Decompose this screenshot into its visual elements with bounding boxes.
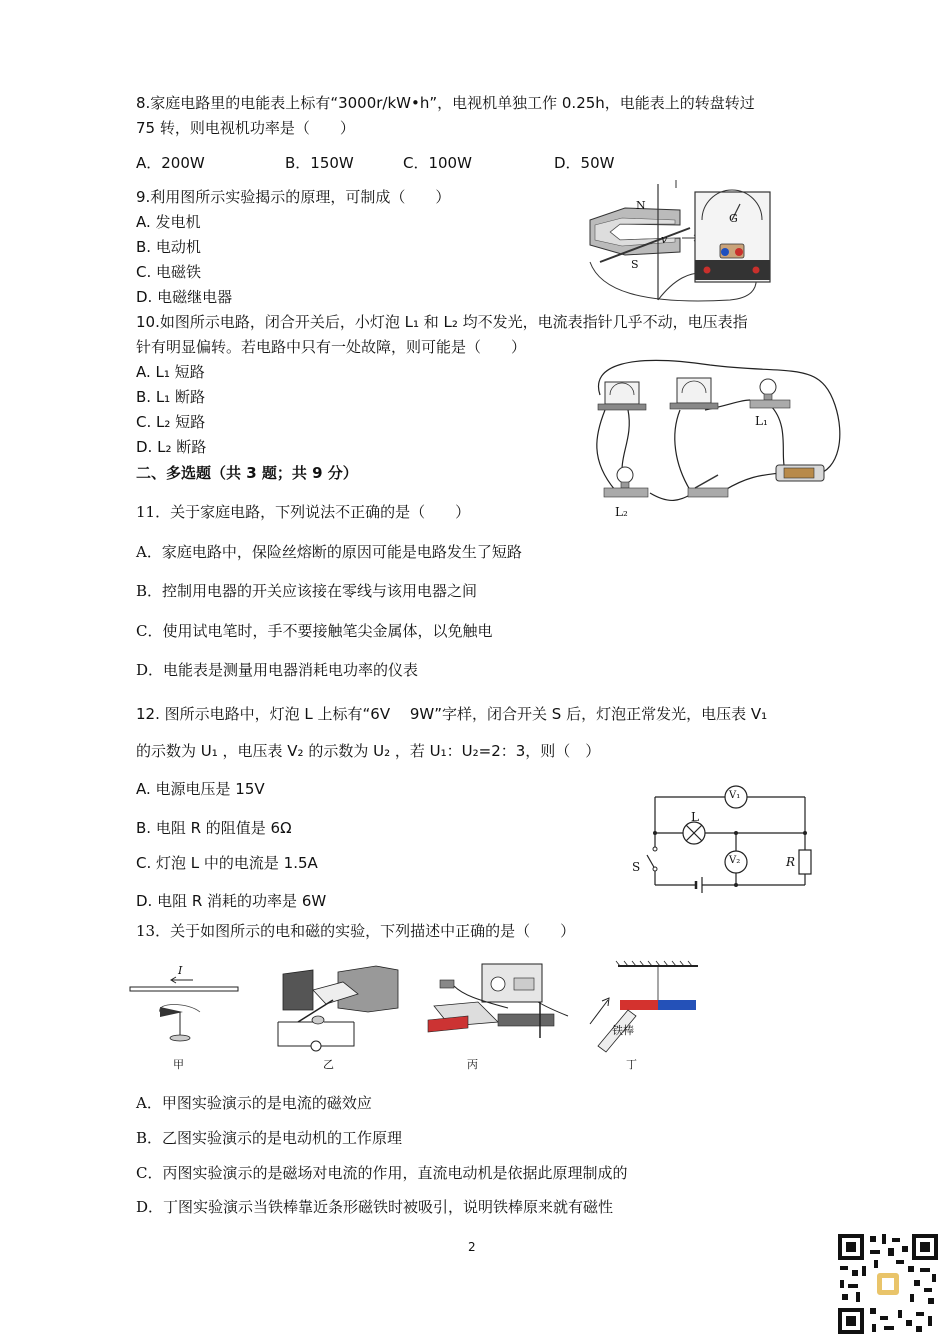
q12-label-v1: V₁ (729, 790, 741, 801)
q9-option-b: B. 电动机 (136, 238, 201, 256)
q13-option-d: D．丁图实验演示当铁棒靠近条形磁铁时被吸引，说明铁棒原来就有磁性 (136, 1198, 614, 1216)
qr-code-icon (836, 1232, 940, 1336)
q9-figure (580, 180, 780, 305)
q8-stem-line2: 75 转，则电视机功率是（ ） (136, 119, 355, 137)
q8-stem-line1: 8.家庭电路里的电能表上标有“3000r/kW•h”，电视机单独工作 0.25h，电能表上的转盘转过 (136, 94, 755, 112)
q10-option-c: C. L₂ 短路 (136, 413, 206, 431)
q9-label-s: S (631, 258, 639, 271)
q9-option-c: C. 电磁铁 (136, 263, 202, 281)
q10-stem-line2: 针有明显偏转。若电路中只有一处故障，则可能是（ ） (136, 338, 527, 356)
q10-label-l2: L₂ (615, 505, 628, 519)
q9-label-g: G (729, 212, 738, 225)
q13-figures (128, 960, 708, 1055)
q8-option-b: B．150W (285, 154, 354, 172)
q12-label-s: S (632, 860, 641, 874)
q12-option-a: A. 电源电压是 15V (136, 780, 265, 798)
q10-option-b: B. L₁ 断路 (136, 388, 205, 406)
q13-figure-label-ding: 丁 (626, 1058, 637, 1071)
q10-figure (590, 355, 850, 525)
q11-stem: 11．关于家庭电路，下列说法不正确的是（ ） (136, 503, 471, 521)
q13-label-iron: 铁棒 (612, 1024, 634, 1037)
q12-option-c: C. 灯泡 L 中的电流是 1.5A (136, 854, 318, 872)
q13-figure-label-jia: 甲 (173, 1058, 184, 1071)
section-heading-multi-choice: 二、多选题（共 3 题；共 9 分） (136, 464, 358, 482)
q13-figure-label-yi: 乙 (323, 1058, 334, 1071)
q8-option-a: A．200W (136, 154, 205, 172)
q13-option-a: A．甲图实验演示的是电流的磁效应 (136, 1094, 372, 1112)
q12-option-b: B. 电阻 R 的阻值是 6Ω (136, 819, 292, 837)
q13-option-b: B．乙图实验演示的是电动机的工作原理 (136, 1129, 403, 1147)
q10-stem-line1: 10.如图所示电路，闭合开关后，小灯泡 L₁ 和 L₂ 均不发光，电流表指针几乎不动，电压表指 (136, 313, 748, 331)
page-number: 2 (468, 1240, 476, 1254)
q10-label-l1: L₁ (755, 414, 768, 428)
q13-stem: 13．关于如图所示的电和磁的实验，下列描述中正确的是（ ） (136, 922, 576, 940)
q12-figure (640, 785, 820, 905)
q9-option-d: D. 电磁继电器 (136, 288, 233, 306)
q9-label-n: N (636, 199, 646, 212)
q9-stem: 9.利用图所示实验揭示的原理，可制成（ ） (136, 188, 451, 206)
q13-label-current: I (178, 964, 183, 977)
q13-option-c: C．丙图实验演示的是磁场对电流的作用，直流电动机是依据此原理制成的 (136, 1164, 628, 1182)
q11-option-b: B．控制用电器的开关应该接在零线与该用电器之间 (136, 582, 478, 600)
q9-label-v: v (661, 233, 668, 246)
q8-option-d: D．50W (554, 154, 615, 172)
q11-option-d: D．电能表是测量用电器消耗电功率的仪表 (136, 661, 419, 679)
q10-option-d: D. L₂ 断路 (136, 438, 207, 456)
q12-stem-line2: 的示数为 U₁ ，电压表 V₂ 的示数为 U₂ ，若 U₁：U₂=2：3，则（ ） (136, 742, 601, 760)
q9-option-a: A. 发电机 (136, 213, 201, 231)
q11-option-a: A．家庭电路中，保险丝熔断的原因可能是电路发生了短路 (136, 543, 522, 561)
q11-option-c: C．使用试电笔时，手不要接触笔尖金属体，以免触电 (136, 622, 493, 640)
q12-label-l: L (691, 810, 699, 824)
q13-figure-label-bing: 丙 (467, 1058, 478, 1071)
q10-option-a: A. L₁ 短路 (136, 363, 205, 381)
q12-option-d: D. 电阻 R 消耗的功率是 6W (136, 892, 327, 910)
q12-label-r: R (786, 855, 796, 869)
q8-option-c: C．100W (403, 154, 472, 172)
q12-stem-line1: 12. 图所示电路中，灯泡 L 上标有“6V 9W”字样，闭合开关 S 后，灯泡正常发光，电压表 V₁ (136, 705, 768, 723)
q12-label-v2: V₂ (729, 855, 741, 866)
